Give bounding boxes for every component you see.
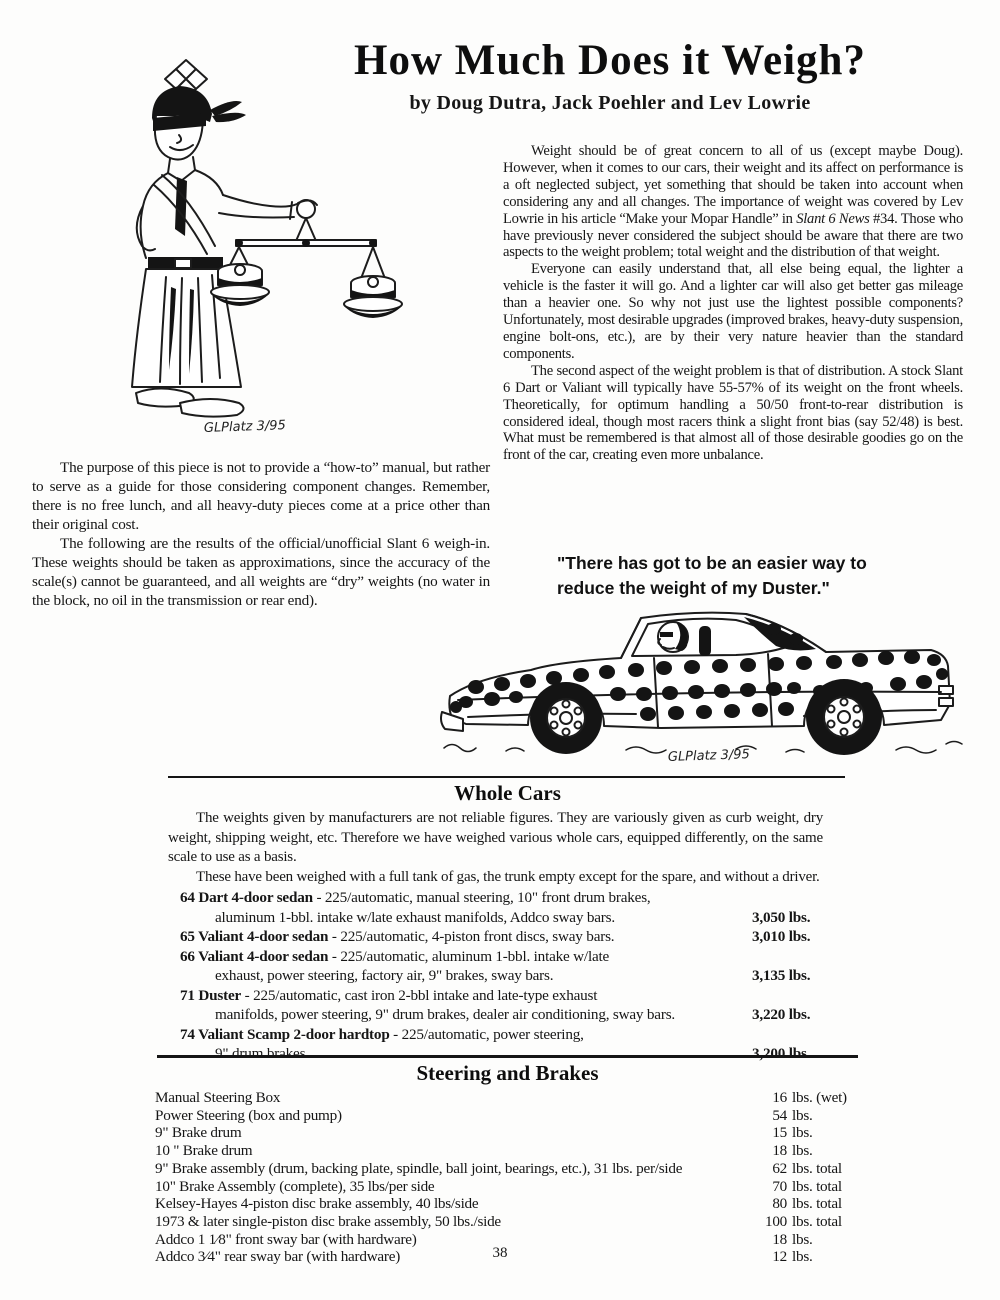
paragraph: The second aspect of the weight problem is that of distribution. A stock Slant 6 Dart or Valiant will typically have 55-57% of its weight on the front wheels. Theoretically, for optimum handling a 50/50 front-to-rear distribution is considered ideal, though most racers think a slight front bias (say 52/48) is best. What must be remembered is that almost all of those desirable goodies go on the front of the car, creating even more unbalance. [503,362,963,464]
whole-cars-list [155,888,860,1064]
part-weight-row [155,1195,860,1213]
part-name: Kelsey-Hayes 4-piston disc brake assembly, 40 lbs/side [155,1195,479,1213]
part-weight-row [155,1124,860,1142]
part-weight: 16 lbs. (wet) [772,1089,847,1106]
part-weight-row [155,1089,860,1107]
car-model: 74 Valiant Scamp 2-door hardtop [180,1025,390,1043]
part-name: Manual Steering Box [155,1089,281,1106]
front-wheel [530,682,602,754]
steering-brakes-section [155,1055,860,1266]
scale-pan-left [211,285,269,299]
illustration-signature: GLPlatz 3/95 [203,418,287,436]
publication-name: Slant 6 News [796,210,870,227]
seat-headrest [699,626,711,656]
car-weight-row: 74 Valiant Scamp 2-door hardtop - 225/automatic, power steering, 9" drum brakes. 3,200 lbs. [155,1025,860,1064]
whole-cars-section [155,776,860,1064]
part-weight-row [155,1142,860,1160]
scales-cartoon-illustration [118,56,408,446]
page-title: How Much Does it Weigh? [354,37,866,84]
paragraph: The purpose of this piece is not to provide a “how-to” manual, but rather to serve as a guide for those considering component changes. Remember, there is no free lunch, and all heavy-duty pieces come at a price other than their original cost. [32,459,490,533]
part-weight: 70 lbs. total [772,1177,842,1195]
car-weight-row: 71 Duster - 225/automatic, cast iron 2-bbl intake and late-type exhaust manifolds, power steering, 9" drum brakes, dealer air conditioning, sway bars. 3,220 lbs. [155,986,860,1025]
part-weight: 100 lbs. total [764,1212,842,1230]
sandal [180,399,244,417]
part-weight: 18 lbs. [772,1142,813,1160]
part-name: 9" Brake assembly (drum, backing plate, spindle, ball joint, bearings, etc.), 31 lbs. per/side [155,1159,683,1177]
byline: by Doug Dutra, Jack Poehler and Lev Lowrie [409,92,811,114]
car-model: 65 Valiant 4-door sedan [180,928,329,945]
paragraph: Everyone can easily understand that, all else being equal, the lighter a vehicle is the faster it will go. And a lighter car will also get better gas mileage than a heavier one. So why not just use the lightest possible components? Unfortunately, most desirable upgrades (improved brakes, heavy-duty suspension, engine bolt-ons, etc.), are by their very nature heavier than the standard components. [503,261,963,362]
part-weight: 18 lbs. [772,1230,813,1248]
illustration-signature: GLPlatz 3/95 [667,747,751,765]
car-model: 71 Duster [180,986,242,1004]
part-weight-row [155,1160,860,1178]
pull-quote: "There has got to be an easier way to reduce the weight of my Duster." [557,553,867,598]
section-divider [157,1055,858,1058]
steering-brakes-heading: Steering and Brakes [416,1061,599,1085]
part-name: Power Steering (box and pump) [155,1106,342,1124]
part-name: 10 " Brake drum [155,1142,253,1160]
steering-brakes-list [155,1089,860,1266]
part-weight: 80 lbs. total [772,1195,842,1213]
intro-right-column [503,143,963,464]
car-model: 64 Dart 4-door sedan [180,889,313,906]
rear-wheel [806,679,882,755]
intro-left-column [32,458,490,610]
car-model: 66 Valiant 4-door sedan [180,947,329,965]
duster-cartoon-illustration [436,596,984,774]
scale-pan-right [344,297,402,311]
part-name: 9" Brake drum [155,1124,242,1142]
part-name: Addco 1 1⁄8" front sway bar (with hardware) [155,1230,417,1248]
car-weight-row: 66 Valiant 4-door sedan - 225/automatic, aluminum 1-bbl. intake w/late exhaust, power steering, factory air, 9" brakes, sway bars. 3,135 lbs. [155,947,860,986]
car-weight: 3,135 lbs. [752,967,811,984]
tie [175,177,187,236]
car-weight: 3,220 lbs. [752,1006,811,1023]
part-weight: 15 lbs. [772,1124,813,1142]
paragraph: Weight should be of great concern to all of us (except maybe Doug). However, when it comes to our cars, their weight and its affect on performance is a oft neglected subject, yet something that should be taken into account when considering any and all changes. The importance of weight was covered by Lev Lowrie in his article “Make your Mopar Handle” in Slant 6 News #34. Those who have previously never considered the subject should be aware that there are two aspects to the weight problem; total weight and the distribution of that weight. [503,143,963,261]
car-weight-row: 64 Dart 4-door sedan - 225/automatic, manual steering, 10" front drum brakes, aluminum 1-bbl. intake w/late exhaust manifolds, Addco sway bars. 3,050 lbs. [155,888,860,927]
part-weight-row [155,1107,860,1125]
part-weight-row [155,1178,860,1196]
paragraph: The weights given by manufacturers are not reliable figures. They are variously given as curb weight, dry weight, shipping weight, etc. Therefore we have weighed various whole cars, equipped differently, on the same scale to use as a basis. [168,810,823,865]
car-weight: 3,010 lbs. [752,928,811,945]
part-weight: 12 lbs. [772,1248,813,1266]
paragraph: The following are the results of the official/unofficial Slant 6 weigh-in. These weights should be taken as approximations, since the accuracy of the scale(s) cannot be guaranteed, and all weights are “dry” weights (no water in the block, no oil in the transmission or rear end). [32,535,490,609]
part-name: Addco 3⁄4" rear sway bar (with hardware) [155,1248,401,1266]
car-weight-row: 65 Valiant 4-door sedan - 225/automatic, 4-piston front discs, sway bars. 3,010 lbs. [155,927,860,947]
car-weight: 3,050 lbs. [752,908,811,926]
scale-hanger [296,218,316,241]
part-weight-row [155,1213,860,1231]
part-weight: 54 lbs. [772,1106,813,1124]
part-weight: 62 lbs. total [772,1159,842,1177]
section-divider [168,776,845,778]
page-number: 38 [492,1245,508,1261]
whole-cars-heading: Whole Cars [454,781,561,805]
driver-glasses [660,632,673,637]
car-weight: 3,200 lbs. [752,1045,811,1062]
part-name: 10" Brake Assembly (complete), 35 lbs/per side [155,1177,435,1195]
paragraph: These have been weighed with a full tank of gas, the trunk empty except for the spare, and without a driver. [196,868,820,885]
part-name: 1973 & later single-piston disc brake assembly, 50 lbs./side [155,1212,501,1230]
